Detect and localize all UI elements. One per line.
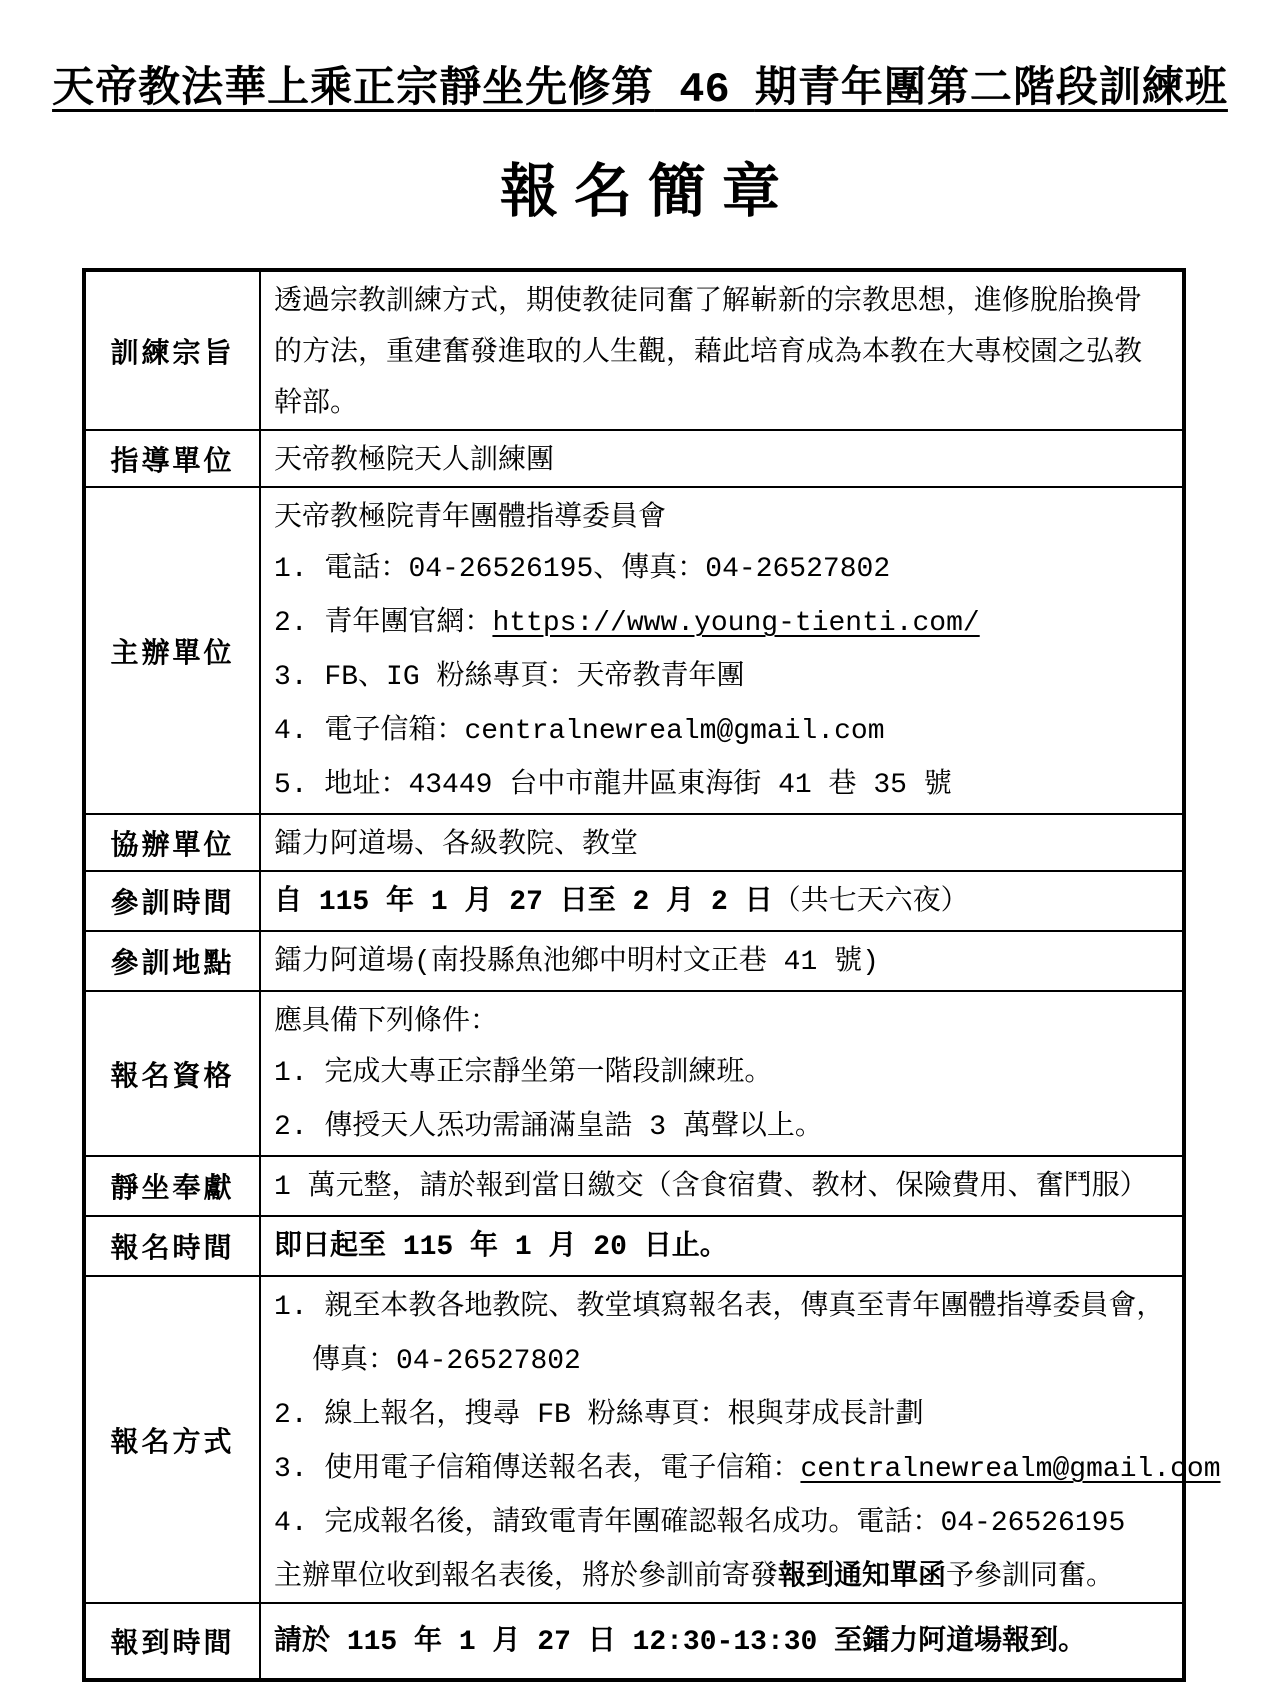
row-content-checkin-time [260,1603,1184,1680]
text-segment: 3. 使用電子信箱傳送報名表，電子信箱： [274,1450,801,1485]
latin-text: 46 [654,66,755,114]
latin-text: 4. [274,716,325,747]
latin-text: 1 [442,1627,493,1658]
latin-text: 1 [274,1172,308,1203]
row-content-training-time [260,871,1184,931]
row-label-training-time: 參訓時間 [84,871,260,931]
text-segment: 4. 電子信箱：centralnewrealm@gmail.com [274,712,885,747]
row-label-meditation-donation: 靜坐奉獻 [84,1156,260,1216]
youth-group-website-link[interactable] [492,604,979,637]
text-segment: 天帝教極院天人訓練團 [274,442,555,475]
text-line [274,649,1174,703]
text-segment: 主辦單位收到報名表後，將於參訓前寄發 [274,1558,779,1591]
text-line [274,274,1174,325]
latin-text: 3. FB [274,662,359,693]
registration-email-link[interactable] [800,1450,1220,1483]
latin-text: 1. [274,554,325,585]
registration-info-table [82,268,1221,1682]
document-subtitle: 報名簡章 [499,157,796,225]
text-segment: 5. 地址：43449 台中市龍井區東海街 41 巷 35 號 [274,766,952,801]
table-row-meditation-donation [84,1156,1184,1216]
latin-text: 1. [274,1058,325,1089]
text-line [274,1614,1174,1668]
text-line [274,1333,1174,1387]
text-segment: 透過宗教訓練方式，期使教徒同奮了解嶄新的宗教思想，進修脫胎換骨 [274,283,1143,316]
row-label-training-location: 參訓地點 [84,931,260,991]
row-label-guidance-unit: 指導單位 [84,430,260,487]
latin-text: centralnewrealm@gmail.com [800,1454,1221,1485]
text-segment: 的方法，重建奮發進取的人生觀，藉此培育成為本教在大專校園之弘教 [274,334,1143,367]
row-label-registration-method: 報名方式 [84,1276,260,1603]
latin-text: 1 [498,1232,549,1263]
latin-text: https://www.young-tienti.com/ [492,608,980,639]
text-line [274,874,1174,928]
text-segment: 鐳力阿道場、各級教院、教堂 [274,826,639,859]
row-content-organizer-unit [260,487,1184,814]
text-segment: 4. 完成報名後，請致電青年團確認報名成功。電話：04-26526195 [274,1504,1126,1539]
text-line [274,703,1174,757]
text-segment: 請於 115 年 1 月 27 日 12:30-13:30 至鐳力阿道場報到。 [274,1623,1087,1658]
text-segment: 鐳力阿道場(南投縣魚池鄉中明村文正巷 41 號) [274,943,879,978]
latin-text: 115 [386,1232,471,1263]
latin-text: 115 [330,1627,415,1658]
text-line [274,817,1174,868]
table-row-training-location [84,931,1184,991]
row-content-registration-time [260,1216,1184,1276]
table-row-registration-qualification [84,991,1184,1156]
latin-text: FB [520,1400,588,1431]
row-content-co-organizer-unit [260,814,1184,871]
text-line [274,541,1174,595]
latin-text: 4. [274,1508,325,1539]
latin-text: 04-26527802 [396,1346,581,1377]
text-line [274,934,1174,988]
latin-text: 12:30-13:30 [615,1627,835,1658]
text-line [274,1495,1174,1549]
text-line [274,1387,1174,1441]
row-content-registration-qualification [260,991,1184,1156]
text-line [274,1279,1174,1333]
row-content-guidance-unit [260,430,1184,487]
text-segment: 天帝教極院青年團體指導委員會 [274,499,667,532]
text-segment: 1. 電話：04-26526195、傳真：04-26527802 [274,550,891,585]
row-content-training-purpose [260,270,1184,430]
text-segment: 幹部。 [274,385,359,418]
latin-text: ( [414,947,431,978]
table-row-registration-method [84,1276,1184,1603]
latin-text: 27 [520,1627,588,1658]
latin-text: 1. [274,1292,325,1323]
latin-text: 41 [766,947,835,978]
latin-text: 2 [615,887,667,918]
text-line [274,1099,1174,1153]
row-content-registration-method [260,1276,1221,1603]
text-line [274,1045,1174,1099]
table-row-registration-time [84,1216,1184,1276]
text-segment: 1. 親至本教各地教院、教堂填寫報名表，傳真至青年團體指導委員會， [274,1288,1165,1323]
document-title: 天帝教法華上乘正宗靜坐先修第 46 期青年團第二階段訓練班 [52,62,1228,114]
table-row-guidance-unit [84,430,1184,487]
text-segment: 1. 完成大專正宗靜坐第一階段訓練班。 [274,1054,773,1089]
text-segment: 2. 線上報名，搜尋 FB 粉絲專頁：根與芽成長計劃 [274,1396,924,1431]
row-label-organizer-unit: 主辦單位 [84,487,260,814]
text-segment: 3. FB、IG 粉絲專頁：天帝教青年團 [274,658,745,693]
text-segment: 傳真：04-26527802 [312,1342,581,1377]
text-segment: 自 115 年 1 月 27 日至 2 月 2 日 [274,883,773,918]
row-label-registration-qualification: 報名資格 [84,991,260,1156]
latin-text: 2. [274,1112,325,1143]
latin-text: 3. [274,1454,325,1485]
text-line [274,1441,1221,1495]
table-row-checkin-time [84,1603,1184,1680]
text-line [274,376,1174,427]
latin-text: 2. [274,608,325,639]
latin-text: 2 [694,887,745,918]
latin-text: 115 [302,887,387,918]
text-line [274,1159,1174,1213]
form-table-body [84,270,1221,1680]
text-segment: 2. 青年團官網： [274,604,493,639]
row-label-training-purpose: 訓練宗旨 [84,270,260,430]
latin-text: 04-26526195 [940,1508,1126,1539]
text-line [274,433,1174,484]
latin-text: 5. [274,770,325,801]
text-line [274,490,1174,541]
row-content-training-location [260,931,1184,991]
latin-text: 1 [414,887,465,918]
latin-text: 04-26526195 [408,554,594,585]
text-segment: 報到通知單函 [778,1558,947,1591]
latin-text: 20 [576,1232,644,1263]
text-line [274,1219,1174,1273]
text-segment: （共七天六夜） [772,883,969,916]
row-content-meditation-donation [260,1156,1184,1216]
latin-text: 04-26527802 [705,554,891,585]
latin-text: IG [386,662,437,693]
row-label-co-organizer-unit: 協辦單位 [84,814,260,871]
row-label-registration-time: 報名時間 [84,1216,260,1276]
latin-text: 41 [761,770,829,801]
table-row-co-organizer-unit [84,814,1184,871]
table-row-training-purpose [84,270,1184,430]
text-segment: 即日起至 115 年 1 月 20 日止。 [274,1228,728,1263]
table-row-training-time [84,871,1184,931]
text-segment: 1 萬元整，請於報到當日繳交（含食宿費、教材、保險費用、奮鬥服） [274,1168,1148,1203]
text-segment: 應具備下列條件： [274,1003,499,1036]
text-line [274,1549,1174,1600]
latin-text: 2. [274,1400,325,1431]
text-segment: 2. 傳授天人炁功需誦滿皇誥 3 萬聲以上。 [274,1108,823,1143]
text-line [274,994,1174,1045]
table-row-organizer-unit [84,487,1184,814]
latin-text: 35 [856,770,924,801]
row-label-checkin-time: 報到時間 [84,1603,260,1680]
latin-text: ) [862,947,879,978]
text-segment: 予參訓同奮。 [946,1558,1115,1591]
text-line [274,757,1174,811]
text-line [274,325,1174,376]
latin-text: 43449 [408,770,510,801]
latin-text: 3 [632,1112,683,1143]
latin-text: centralnewrealm@gmail.com [464,716,885,747]
latin-text: 27 [492,887,560,918]
text-line [274,595,1174,649]
